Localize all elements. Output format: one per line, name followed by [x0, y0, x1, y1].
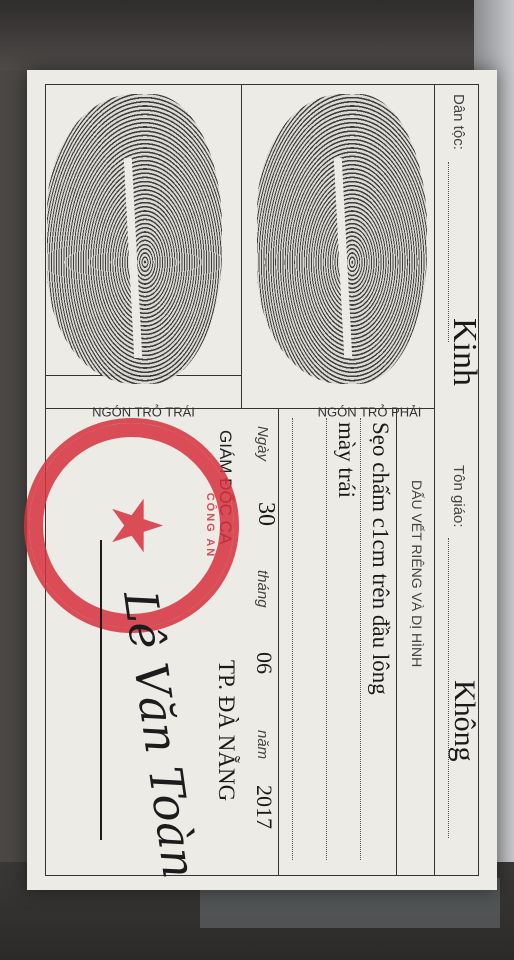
marks-line-1: Sẹo chấm c1cm trên đầu lông: [368, 422, 393, 695]
left-finger-label: NGÓN TRỎ TRÁI: [92, 404, 195, 420]
row-divider: [278, 408, 279, 876]
date-month-label: tháng: [254, 570, 271, 608]
date-year-label: năm: [254, 730, 271, 760]
date-day-label: Ngày: [254, 426, 271, 462]
dotted-line: [448, 162, 449, 342]
id-card-back: [27, 70, 497, 890]
dotted-line: [360, 418, 361, 860]
row-divider: [434, 84, 435, 876]
dotted-line: [326, 418, 327, 860]
seal-star-icon: ★: [98, 494, 177, 557]
marks-line-2: mày trái: [334, 422, 359, 498]
signature: Lê Văn Toàn: [113, 587, 207, 882]
marks-heading: DẤU VẾT RIÊNG VÀ DỊ HÌNH: [409, 480, 425, 668]
date-month: 06: [252, 652, 277, 674]
director-label: GIÁM ĐỐC CA: [216, 430, 235, 545]
date-year: 2017: [252, 785, 277, 829]
ethnicity-value: Kinh: [446, 318, 483, 386]
right-finger-label: NGÓN TRỎ PHẢI: [317, 404, 422, 420]
row-divider: [396, 408, 397, 876]
signature-underline: [100, 540, 102, 840]
date-day: 30: [253, 502, 279, 526]
ethnicity-label: Dân tộc:: [450, 94, 467, 150]
religion-label: Tôn giáo:: [450, 465, 467, 528]
religion-value: Không: [448, 680, 481, 762]
city-name: TP. ĐÀ NẴNG: [214, 660, 239, 802]
seal-text: CÔNG AN: [204, 492, 216, 559]
row-divider: [241, 84, 242, 408]
dotted-line: [292, 418, 293, 860]
plastic-sleeve-top: [0, 0, 514, 70]
